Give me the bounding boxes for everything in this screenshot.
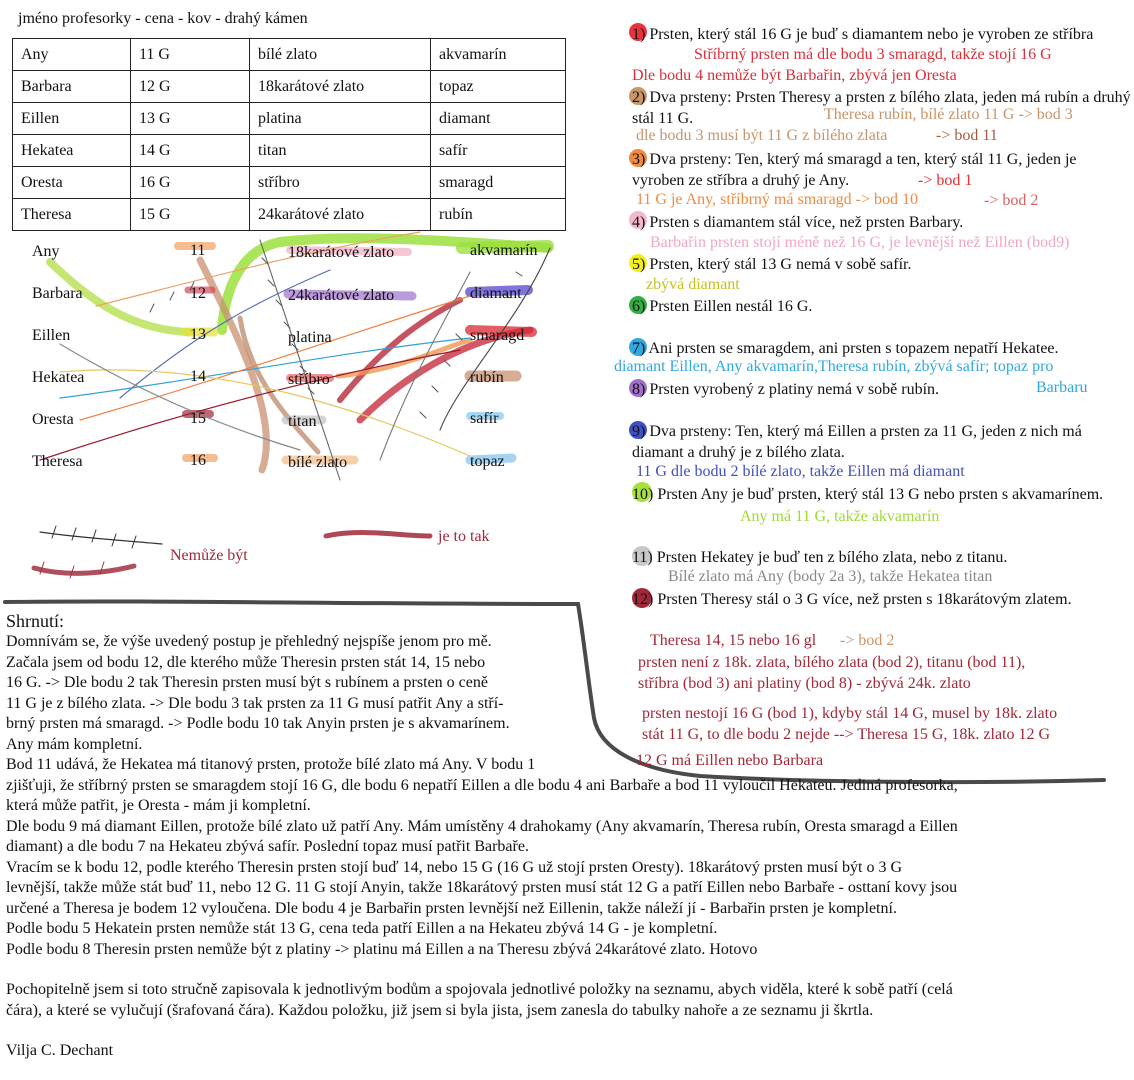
legend-yes-label: je to tak xyxy=(438,528,490,545)
summary-line: Pochopitelně jsem si toto stručně zapisovala k jednotlivým bodům a spojovala jednotlivé položky na seznamu, abych viděla, které k sobě patří (celá xyxy=(6,981,953,998)
table-cell: 24karátové zlato xyxy=(250,199,431,231)
table-heading: jméno profesorky - cena - kov - drahý kámen xyxy=(18,10,308,27)
summary-line: Domnívám se, že výše uvedený postup je přehledný nejspíše jenom pro mě. xyxy=(6,633,492,650)
summary-line: Podle bodu 5 Hekatein prsten nemůže stát 13 G, cena teda patří Eillen a na Hekateu zbývá 14 G - je kompletní. xyxy=(6,920,718,937)
table-cell: diamant xyxy=(431,103,566,135)
clue-number: 1) xyxy=(632,26,646,43)
clue-text: Prsten s diamantem stál více, než prsten Barbary. xyxy=(649,214,964,231)
note: -> bod 2 xyxy=(840,632,895,649)
clue-item xyxy=(632,24,1132,45)
grid-metal: platina xyxy=(288,329,332,346)
note: Theresa rubín, bílé zlato 11 G -> bod 3 xyxy=(824,106,1073,123)
summary-line: čára), a které se vylučují (šrafovaná čára). Každou položku, již jsem si byla jista, jsem zanesla do tabulky nahoře a ze seznamu ji škrtla. xyxy=(6,1001,874,1019)
clue-item xyxy=(632,547,1132,568)
grid-price: 13 xyxy=(190,326,206,343)
clue-item xyxy=(632,296,1132,317)
summary-spacer xyxy=(6,960,1130,980)
table-cell: smaragd xyxy=(431,167,566,199)
author-signature: Vilja C. Dechant xyxy=(6,1042,114,1059)
note: 11 G je Any, stříbrný má smaragd -> bod 10 xyxy=(636,191,919,208)
grid-name: Theresa xyxy=(32,453,83,470)
grid-price: 15 xyxy=(190,410,206,427)
note: Dle bodu 4 nemůže být Barbařin, zbývá jen Oresta xyxy=(632,67,957,84)
summary-line: Podle bodu 8 Theresin prsten nemůže být z platiny -> platinu má Eillen a na Theresu zbývá 24karátové zlato. Hotovo xyxy=(6,940,758,958)
note: Stříbrný prsten má dle bodu 3 smaragd, takže stojí 16 G xyxy=(694,46,1052,63)
note: Any má 11 G, takže akvamarín xyxy=(740,508,940,525)
clue-item xyxy=(632,254,1132,275)
grid-stone: diamant xyxy=(470,285,522,302)
summary-section xyxy=(6,610,1130,1062)
clue-text: Prsten Hekatey je buď ten z bílého zlata, nebo z titanu. xyxy=(656,549,1008,566)
table-cell: topaz xyxy=(431,71,566,103)
summary-line: Začala jsem od bodu 12, dle kterého může Theresin prsten stát 14, 15 nebo xyxy=(6,653,486,671)
summary-line: 11 G je z bílého zlata. -> Dle bodu 3 tak prsten za 11 G musí patřit Any a stří- xyxy=(6,694,504,712)
clue-item xyxy=(632,484,1132,505)
clue-item xyxy=(632,421,1132,463)
grid-metal: 24karátové zlato xyxy=(288,287,395,304)
table-cell: platina xyxy=(250,103,431,135)
summary-line: Any mám kompletní. xyxy=(6,735,143,753)
note: -> bod 1 xyxy=(918,172,973,189)
summary-line: levnější, takže může stát buď 11, nebo 12 G. 11 G stojí Anyin, takže 18karátový prsten musí stát 12 G a patří Eillen nebo Barbaře - osttaní kovy jsou xyxy=(6,879,958,896)
note: Barbařin prsten stojí méně než 16 G, je levnější než Eillen (bod9) xyxy=(650,234,1070,251)
clue-text: Prsten vyrobený z platiny nemá v sobě rubín. xyxy=(649,381,940,398)
note: dle bodu 3 musí být 11 G z bílého zlata xyxy=(636,127,888,144)
grid-price: 16 xyxy=(190,452,206,469)
note: -> bod 11 xyxy=(936,127,998,144)
clue-number: 8) xyxy=(632,381,646,398)
grid-stone: rubín xyxy=(470,369,504,386)
note: diamant Eillen, Any akvamarín,Theresa rubín, zbývá safír; topaz pro xyxy=(614,358,1054,375)
clue-text: Prsten Any je buď prsten, který stál 13 G nebo prsten s akvamarínem. xyxy=(657,486,1104,503)
summary-line: brný prsten má smaragd. -> Podle bodu 10 tak Anyin prsten je s akvamarínem. xyxy=(6,715,510,732)
note: prsten není z 18k. zlata, bílého zlata (bod 2), titanu (bod 11), xyxy=(638,654,1026,671)
summary-line: zjišťuji, že stříbrný prsten se smaragdem stojí 16 G, dle bodu 6 nepatří Eillen a dle bodu 4 ani Barbaře a bod 11 vyloučil Hekateu. Jediná profesorka, xyxy=(6,776,958,794)
clue-item xyxy=(632,338,1132,359)
summary-line: která může patřit, je Oresta - mám ji kompletní. xyxy=(6,797,311,814)
table-cell: Oresta xyxy=(13,167,131,199)
clue-number: 5) xyxy=(632,256,646,273)
clue-text: Dva prsteny: Prsten Theresy a prsten z bílého zlata, jeden má rubín a druhý stál 11 G. xyxy=(632,89,1131,127)
clue-text: Prsten, který stál 13 G nemá v sobě safír. xyxy=(649,256,912,273)
clue-text: Prsten Theresy stál o 3 G více, než prsten s 18karátovým zlatem. xyxy=(657,591,1072,608)
table-cell: 11 G xyxy=(131,39,250,71)
summary-title: Shrnutí: xyxy=(6,611,65,631)
clue-item xyxy=(632,212,1132,233)
summary-line: určené a Theresa je bodem 12 vyloučena. Dle bodu 4 je Barbařin prsten levnější než Eillenin, takže náleží jí - Barbařin prsten je kompletní. xyxy=(6,899,897,917)
grid-stone: topaz xyxy=(470,453,505,470)
clue-number: 6) xyxy=(632,298,646,315)
grid-name: Any xyxy=(32,243,60,260)
table-cell: titan xyxy=(250,135,431,167)
grid-stone: akvamarín xyxy=(470,242,538,259)
summary-line: Bod 11 udává, že Hekatea má titanový prsten, protože bílé zlato má Any. V bodu 1 xyxy=(6,756,536,773)
table-cell: 18karátové zlato xyxy=(250,71,431,103)
table-cell: Hekatea xyxy=(13,135,131,167)
clue-text: Prsten, který stál 16 G je buď s diamantem nebo je vyroben ze stříbra xyxy=(649,26,1094,43)
grid-name: Oresta xyxy=(32,411,74,428)
note: stříbra (bod 3) ani platiny (bod 8) - zbývá 24k. zlato xyxy=(638,675,971,692)
note: Theresa 14, 15 nebo 16 gl xyxy=(650,632,817,649)
table-cell: Theresa xyxy=(13,199,131,231)
summary-line: diamant) a dle bodu 7 na Hekateu zbývá safír. Poslední topaz musí patřit Barbaře. xyxy=(6,838,529,855)
clue-number: 11) xyxy=(632,549,653,566)
note: stát 11 G, to dle bodu 2 nejde --> Theresa 15 G, 18k. zlato 12 G xyxy=(642,726,1051,743)
summary-line: 16 G. -> Dle bodu 2 tak Theresin prsten musí být s rubínem a prsten o ceně xyxy=(6,674,488,691)
legend-not-label: Nemůže být xyxy=(170,547,248,564)
table-cell: stříbro xyxy=(250,167,431,199)
clue-number: 7) xyxy=(632,340,646,357)
grid-metal: titan xyxy=(288,413,317,430)
table-cell: 15 G xyxy=(131,199,250,231)
table-cell: akvamarín xyxy=(431,39,566,71)
grid-price: 11 xyxy=(190,242,206,259)
table-cell: 13 G xyxy=(131,103,250,135)
note: 11 G dle bodu 2 bílé zlato, takže Eillen má diamant xyxy=(636,463,965,480)
note: zbývá diamant xyxy=(646,276,740,293)
clue-number: 3) xyxy=(632,151,646,168)
grid-name: Barbara xyxy=(32,285,83,302)
clue-text: Dva prsteny: Ten, který má smaragd a ten, který stál 11 G, jeden je vyroben ze stříbra a druhý je Any. xyxy=(632,151,1077,189)
clue-text: Prsten Eillen nestál 16 G. xyxy=(649,298,813,315)
clue-number: 12) xyxy=(632,591,654,608)
grid-price: 12 xyxy=(190,285,206,302)
table-cell: 14 G xyxy=(131,135,250,167)
table-cell: Barbara xyxy=(13,71,131,103)
note: prsten nestojí 16 G (bod 1), kdyby stál 14 G, musel by 18k. zlato xyxy=(642,705,1058,722)
table-cell: Any xyxy=(13,39,131,71)
note: 12 G má Eillen nebo Barbara xyxy=(636,752,824,769)
clue-number: 4) xyxy=(632,214,646,231)
grid-price: 14 xyxy=(190,368,206,385)
table-cell: 16 G xyxy=(131,167,250,199)
note: -> bod 2 xyxy=(984,192,1039,209)
clue-item xyxy=(632,149,1132,191)
grid-metal: bílé zlato xyxy=(288,454,348,471)
grid-name: Hekatea xyxy=(32,369,85,386)
grid-stone: safír xyxy=(470,410,499,427)
table-cell: 12 G xyxy=(131,71,250,103)
clue-text: Ani prsten se smaragdem, ani prsten s topazem nepatří Hekatee. xyxy=(648,340,1059,357)
note: Bílé zlato má Any (body 2a 3), takže Hekatea titan xyxy=(668,568,993,585)
table-cell: Eillen xyxy=(13,103,131,135)
clue-number: 9) xyxy=(632,423,646,440)
clue-item xyxy=(632,589,1132,610)
table-cell: rubín xyxy=(431,199,566,231)
clue-number: 2) xyxy=(632,89,646,106)
grid-name: Eillen xyxy=(32,327,71,344)
grid-metal: 18karátové zlato xyxy=(288,244,395,261)
summary-spacer xyxy=(6,1021,1130,1041)
summary-line: Vracím se k bodu 12, podle kterého Theresin prsten stojí buď 14, nebo 15 G (16 G už stojí prsten Oresty). 18karátový prsten musí být o 3 G xyxy=(6,858,903,876)
summary-line: Dle bodu 9 má diamant Eillen, protože bílé zlato už patří Any. Mám umístěny 4 drahokamy (Any akvamarín, Theresa rubín, Oresta smaragd a Eillen xyxy=(6,817,958,835)
note: Barbaru xyxy=(1036,379,1088,396)
clue-text: Dva prsteny: Ten, který má Eillen a prsten za 11 G, jeden z nich má diamant a druhý je z bílého zlata. xyxy=(632,423,1082,461)
table-cell: bílé zlato xyxy=(250,39,431,71)
clue-number: 10) xyxy=(632,486,654,503)
grid-stone: smaragd xyxy=(470,327,525,344)
grid-metal: stříbro xyxy=(288,371,330,388)
table-cell: safír xyxy=(431,135,566,167)
